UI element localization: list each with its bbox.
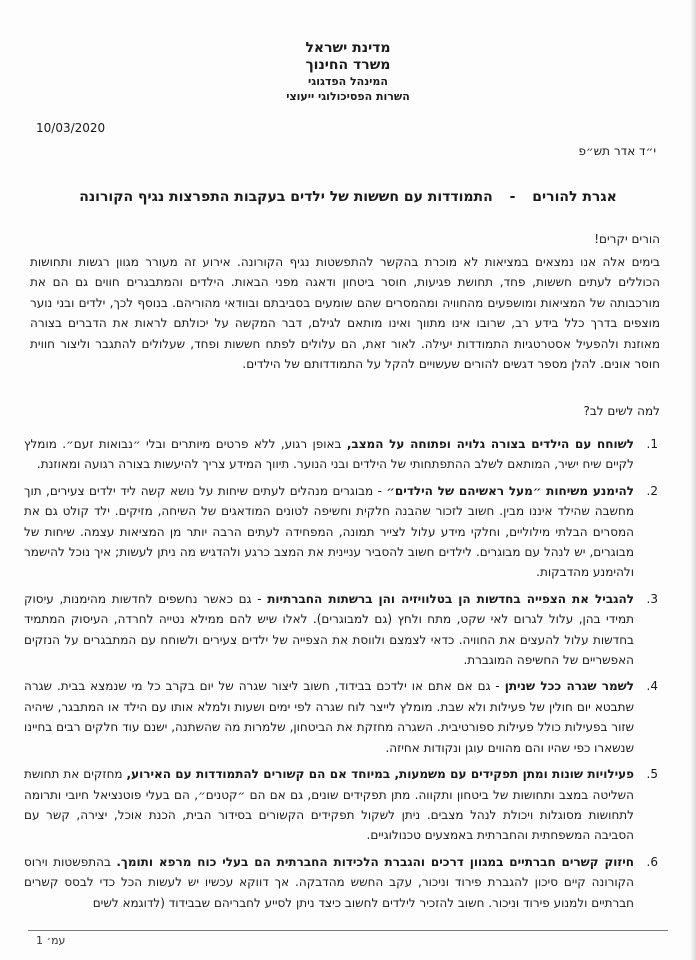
list-item-text: בהתפשטות וירוס הקורונה קיים סיכון להגברת פירוד וניכור, עקב החשש מהדבקה. אך דווקא עכשיו יש לעשות הכל כדי לבסס קשרים חברתיים ולמנוע פירוד וניכור. חשוב להזכיר לילדים לחשוב כיצד ניתן לסייע לחבריהם שבבידוד (לדוגמא לשים [24,854,634,910]
guidelines-list [24,434,660,919]
list-item-text: - מבוגרים מנהלים לעתים שיחות על נושא קשה ליד ילדים צעירים, תוך מחשבה שהילד איננו מבין. חשוב לזכור שהבנה חלקית וחשיפה לטונים המודאגים של השיחה, מזיקים. ילד קולט גם את המסרים הבלתי מילוליים, וחלקי מידע עלול לצייר תמונה, המפחידה לעתים הרבה יותר מן המציאות עצמה. שיחות של מבוגרים, יש לנהל עם מבוגרים. לילדים חשוב להסביר עניינית את המצב כרגע ולהדגיש מה ניתן לעשות; איך נוכל להישמר ולהימנע מהדבקות. [24,483,634,580]
list-item-bold: לשוחח עם הילדים בצורה גלויה ופתוחה על המצב, [346,437,634,451]
hebrew-date: י״ד אדר תש״פ [578,144,656,158]
page-number: עמ׳ 1 [36,934,66,947]
list-item-bold: להגביל את הצפייה בחדשות הן בטלוויזיה והן ברשתות החברתיות [267,591,635,606]
title-part-1: אגרת להורים [532,189,617,205]
list-item-bold: לשמר שגרה ככל שניתן [504,679,634,694]
list-item [24,676,660,758]
list-item-number: 1. [646,437,658,451]
page-edge-shadow [690,0,696,960]
intro-paragraph: בימים אלה אנו נמצאים במציאות לא מוכרת בהקשר להתפשטות נגיף הקורונה. אירוע זה מעורר מגוון רגשות ותחושות הכוללים לעתים חששות, פחד, תחושת פגיעות, חוסר ביטחון ודאגה מפני הבאות. הילדים והמתבגרים חווים גם הם את מורכבותה של המציאות ומושפעים מהחוויה ומהמסרים שהם שומעים בסביבתם ובוודאי מהוריהם. בנוסף לכך, ילדים ובני נוער מוצפים בדרך כלל בידע רב, שרובו אינו מתווך ואינו מותאם לגילם, דבר המקשה על יכולתם לראות את הדברים בצורה מאוזנת ולהפעיל אסטרטגיות התמודדות יעילה. לאור זאת, הם עלולים לפתח חששות ופחד, שעלולים להתגבר וליצור חווית חוסר אונים. להלן מספר דגשים להורים שעשויים להקל על התמודדותם של הילדים. [30,255,660,372]
attention-heading: למה לשים לב? [583,404,660,418]
letterhead [0,40,696,104]
list-item-bold: חיזוק קשרים חברתיים במגוון דרכים והגברת הלכידות החברתית הם בעלי כוח מרפא ותומך. [116,854,634,869]
list-item-number: 5. [646,767,658,782]
greeting: הורים יקרים! [594,232,660,246]
list-item-text: - גם כאשר נחשפים לחדשות מהימנות, עיסוק תמידי בהן, עלול לגרום לאי שקט, מתח ולחץ (גם למבוגרים). לאלו שיש להם ממילא נטייה לחרדה, העיסוק המתמיד בחדשות עלול להעצים את החוויה. כדאי לצמצם ולווסת את הצפייה של ילדים צעירים ולשוחח עם המתבגרים על הנזקים האפשריים של החשיפה המוגברת. [24,591,634,668]
letterhead-administration: המינהל הפדגוגי [308,75,388,88]
list-item-text: מחזקים את תחושת השליטה במצב ותחושות של ביטחון ותקווה. מתן תפקידים שונים, גם אם הם ״קטנים״, הם בעלי פוטנציאל חיובי ותרומה לתחושות מסוגלות ויכולת לנהל מצבים. ניתן לשקול תפקידים הקשורים בסידור הבית, הכנת אוכל, יצירה, קשר עם הסביבה המשפחתית והחברתית באמצעים טכנולוגיים. [24,767,634,843]
list-item-bold: להימנע משיחות ״מעל ראשיהם של הילדים״ [386,483,634,498]
letter-title [0,189,696,205]
letterhead-state: מדינת ישראל [305,40,391,56]
list-item-number: 6. [646,854,658,869]
list-item [24,434,660,475]
letterhead-service: השרות הפסיכולוגי ייעוצי [286,90,410,103]
list-item [24,481,660,583]
list-item-number: 2. [646,483,658,498]
title-separator: - [509,189,516,205]
list-item [24,764,660,846]
list-item-bold: פעילויות שונות ומתן תפקידים עם משמעות, במיוחד אם הם קשורים להתמודדות עם האירוע, [126,767,634,782]
list-item-text: - גם אם אתם או ילדכם בבידוד, חשוב ליצור שגרה של יום בקרב כל מי שנמצא בבית. שגרה שתבטא יום חולין של פעילות ולא שבת. מומלץ לייצר לוח שגרה לפי ימים ושעות ולמלא אותו עם הילד או המתבגר, שיהיה שזור בפעילות כולל פעילות ספורטיבית. השגרה מחזקת את הביטחון, שלמרות מה שהשתנה, ישנם עוד חלקים רבים בחיינו שנשארו כפי שהיו והם מהווים עוגן ונקודות אחיזה. [24,679,634,755]
list-item-text: באופן רגוע, ללא פרטים מיותרים ובלי ״נבואות זעם״. מומלץ לקיים שיח ישיר, המותאם לשלב ההתפתחותי של הילדים ובני הנוער. תיווך המידע צריך להיעשות בצורה רגועה ומאוזנת. [24,437,634,472]
title-part-2: התמודדות עם חששות של ילדים בעקבות התפרצות נגיף הקורונה [79,189,493,205]
list-item [24,852,660,913]
list-item [24,589,660,671]
list-item-number: 3. [646,591,658,606]
gregorian-date: 10/03/2020 [36,121,106,135]
list-item-number: 4. [646,679,658,694]
letterhead-ministry: משרד החינוך [305,57,391,73]
footer-divider [28,930,668,931]
